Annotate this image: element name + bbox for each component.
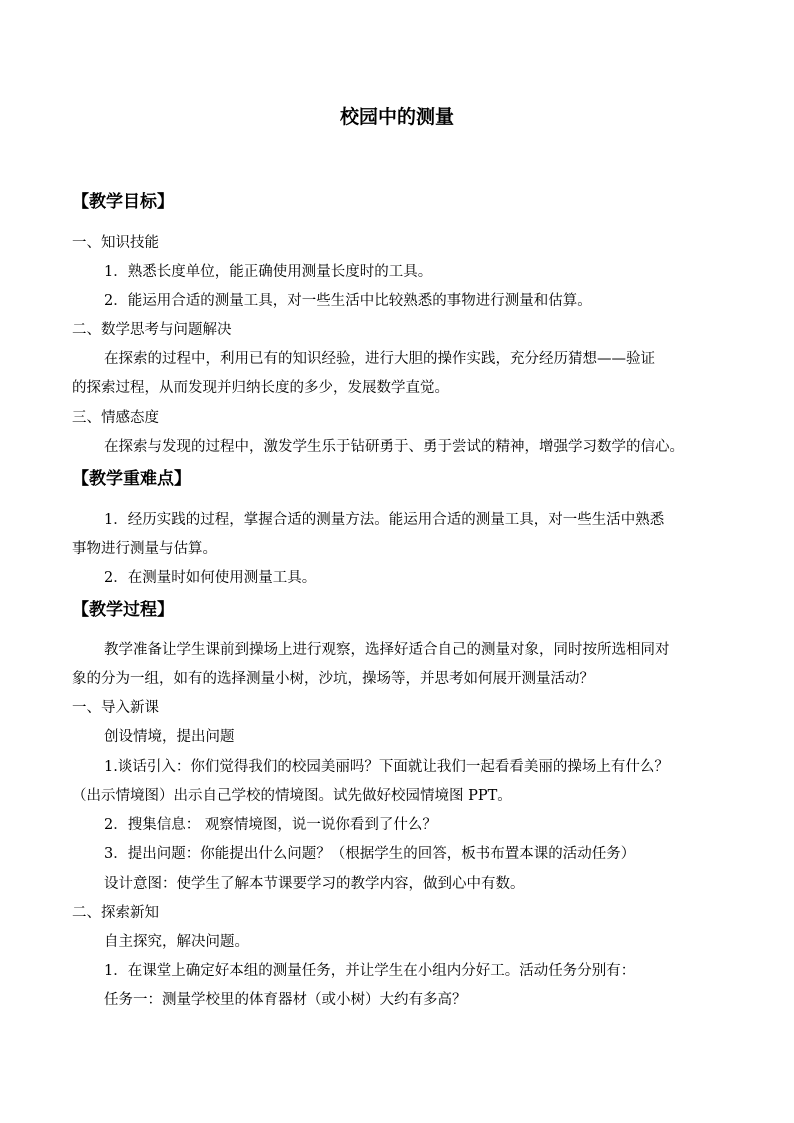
paragraph-line: 创设情境，提出问题 [104,729,235,745]
paragraph-line: 设计意图：使学生了解本节课要学习的教学内容，做到心中有数。 [104,876,525,892]
section-heading-key-points: 【教学重难点】 [72,469,191,489]
subheading-attitude: 三、情感态度 [72,410,159,426]
paragraph-line: 在探索与发现的过程中，激发学生乐于钻研勇于、勇于尝试的精神，增强学习数学的信心。 [104,439,684,455]
subheading-knowledge-skills: 一、知识技能 [72,235,159,251]
paragraph-line: 任务一：测量学校里的体育器材（或小树）大约有多高？ [104,992,467,1008]
paragraph-line: 自主探究，解决问题。 [104,934,249,950]
subheading-introduction: 一、导入新课 [72,700,159,716]
paragraph-line: 在探索的过程中，利用已有的知识经验，进行大胆的操作实践，充分经历猜想——验证 [104,351,655,367]
paragraph-line: 1．经历实践的过程，掌握合适的测量方法。能运用合适的测量工具，对一些生活中熟悉 [104,512,665,528]
paragraph-line: 事物进行测量与估算。 [72,541,217,557]
paragraph-line: 教学准备让学生课前到操场上进行观察，选择好适合自己的测量对象，同时按所选相同对 [104,642,670,658]
paragraph-line: （出示情境图）出示自己学校的情境图。试先做好校园情境图 PPT。 [72,788,512,804]
section-heading-objectives: 【教学目标】 [72,192,174,212]
paragraph-line: 2．搜集信息： 观察情境图，说一说你看到了什么？ [104,817,437,833]
subheading-math-thinking: 二、数学思考与问题解决 [72,322,232,338]
paragraph-line: 1．在课堂上确定好本组的测量任务，并让学生在小组内分好工。活动任务分别有： [104,963,636,979]
paragraph-line: 1．熟悉长度单位，能正确使用测量长度时的工具。 [104,264,433,280]
paragraph-line: 象的分为一组，如有的选择测量小树，沙坑，操场等，并思考如何展开测量活动？ [72,671,594,687]
section-heading-process: 【教学过程】 [72,600,174,620]
paragraph-line: 2．在测量时如何使用测量工具。 [104,570,317,586]
paragraph-line: 3．提出问题：你能提出什么问题？（根据学生的回答，板书布置本课的活动任务） [104,846,636,862]
paragraph-line: 1.谈话引入：你们觉得我们的校园美丽吗？下面就让我们一起看看美丽的操场上有什么？ [104,759,669,775]
subheading-explore: 二、探索新知 [72,905,159,921]
document-title: 校园中的测量 [339,106,454,128]
paragraph-line: 的探索过程，从而发现并归纳长度的多少，发展数学直觉。 [72,380,449,396]
paragraph-line: 2．能运用合适的测量工具，对一些生活中比较熟悉的事物进行测量和估算。 [104,293,592,309]
